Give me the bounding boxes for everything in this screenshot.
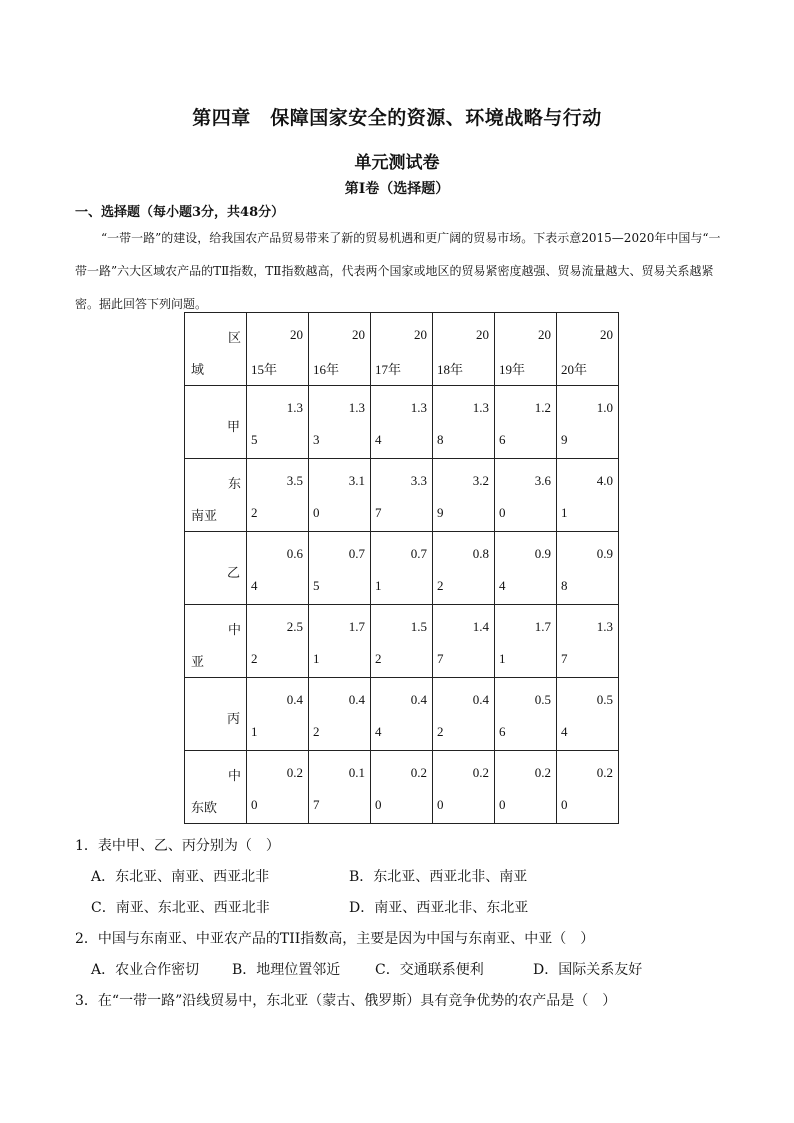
question-1-stem: 1．表中甲、乙、丙分别为（ ）: [75, 838, 280, 854]
cell-text-bottom: 1: [375, 578, 382, 593]
cell-text-bottom: 0: [313, 505, 320, 520]
region-cell: [185, 459, 247, 532]
question-3-stem: 3．在“一带一路”沿线贸易中，东北亚（蒙古、俄罗斯）具有竞争优势的农产品是（ ）: [75, 993, 617, 1009]
value-cell: [247, 532, 309, 605]
cell-text-bottom: 16年: [313, 362, 340, 377]
value-cell: [433, 532, 495, 605]
header-cell-region: [185, 313, 247, 386]
cell-text-bottom: 9: [561, 432, 568, 447]
cell-text-bottom: 19年: [499, 362, 526, 377]
cell-text-bottom: 18年: [437, 362, 464, 377]
cell-text-top: 0.5: [534, 692, 551, 707]
cell-text-bottom: 2: [251, 505, 258, 520]
region-label: 乙: [226, 565, 240, 580]
region-label-top: 中: [227, 768, 241, 783]
cell-text-bottom: 4: [499, 578, 506, 593]
cell-text-bottom: 4: [375, 432, 382, 447]
value-cell: [495, 678, 557, 751]
part-heading: 第Ⅰ卷（选择题）: [344, 181, 450, 197]
cell-text-bottom: 7: [437, 651, 444, 666]
value-cell: [557, 532, 619, 605]
cell-text-top: 20: [414, 327, 427, 342]
cell-text-bottom: 4: [561, 724, 568, 739]
question-2-option-d[interactable]: D．国际关系友好: [533, 962, 643, 978]
cell-text-top: 3.1: [348, 473, 365, 488]
value-cell: [433, 678, 495, 751]
cell-text-bottom: 域: [191, 362, 205, 377]
cell-text-bottom: 2: [437, 578, 444, 593]
cell-text-top: 3.6: [534, 473, 551, 488]
region-label-bottom: 南亚: [191, 508, 218, 523]
value-cell: [495, 459, 557, 532]
header-cell-year: [371, 313, 433, 386]
question-1-option-c[interactable]: C．南亚、东北亚、西亚北非: [91, 900, 270, 916]
page-title: 第四章 保障国家安全的资源、环境战略与行动: [192, 107, 602, 129]
cell-text-bottom: 8: [437, 432, 444, 447]
cell-text-top: 1.3: [348, 400, 365, 415]
cell-text-top: 20: [352, 327, 365, 342]
cell-text-top: 2.5: [286, 619, 303, 634]
value-cell: [433, 751, 495, 824]
cell-text-top: 1.3: [286, 400, 303, 415]
cell-text-top: 20: [476, 327, 489, 342]
header-cell-year: [557, 313, 619, 386]
value-cell: [433, 459, 495, 532]
cell-text-bottom: 7: [313, 797, 320, 812]
header-cell-year: [495, 313, 557, 386]
value-cell: [433, 605, 495, 678]
cell-text-top: 1.3: [472, 400, 489, 415]
cell-text-top: 0.6: [286, 546, 303, 561]
value-cell: [557, 459, 619, 532]
value-cell: [557, 751, 619, 824]
question-1-option-a[interactable]: A．东北亚、南亚、西亚北非: [91, 869, 270, 885]
question-2-option-c[interactable]: C．交通联系便利: [375, 962, 484, 978]
value-cell: [495, 386, 557, 459]
cell-text-top: 0.4: [410, 692, 427, 707]
cell-text-top: 1.3: [596, 619, 613, 634]
cell-text-bottom: 4: [251, 578, 258, 593]
cell-text-top: 0.4: [348, 692, 365, 707]
cell-text-top: 1.5: [410, 619, 427, 634]
cell-text-bottom: 0: [437, 797, 444, 812]
cell-text-bottom: 15年: [251, 362, 278, 377]
cell-text-bottom: 2: [375, 651, 382, 666]
cell-text-bottom: 7: [561, 651, 568, 666]
cell-text-top: 0.2: [410, 765, 427, 780]
cell-text-top: 1.4: [472, 619, 489, 634]
cell-text-top: 0.2: [596, 765, 613, 780]
value-cell: [495, 532, 557, 605]
value-cell: [309, 459, 371, 532]
cell-text-bottom: 1: [561, 505, 568, 520]
cell-text-top: 1.7: [534, 619, 551, 634]
cell-text-top: 20: [538, 327, 551, 342]
cell-text-top: 0.5: [596, 692, 613, 707]
value-cell: [247, 605, 309, 678]
value-cell: [495, 751, 557, 824]
tii-index-table: [184, 312, 619, 824]
cell-text-bottom: 0: [499, 797, 506, 812]
region-cell: [185, 532, 247, 605]
table-row: [185, 605, 619, 678]
region-label-bottom: 东欧: [191, 800, 218, 815]
cell-text-top: 3.3: [410, 473, 427, 488]
cell-text-bottom: 2: [437, 724, 444, 739]
cell-text-top: 3.2: [472, 473, 489, 488]
table-row: [185, 678, 619, 751]
cell-text-top: 0.7: [410, 546, 427, 561]
table-row: [185, 386, 619, 459]
table-row: [185, 532, 619, 605]
value-cell: [557, 386, 619, 459]
cell-text-bottom: 7: [375, 505, 382, 520]
region-label: 丙: [226, 711, 240, 726]
cell-text-top: 0.7: [348, 546, 365, 561]
cell-text-top: 0.2: [472, 765, 489, 780]
cell-text-top: 1.7: [348, 619, 365, 634]
cell-text-bottom: 6: [499, 432, 506, 447]
cell-text-top: 3.5: [286, 473, 303, 488]
region-label: 甲: [226, 419, 240, 434]
cell-text-bottom: 9: [437, 505, 444, 520]
cell-text-bottom: 2: [251, 651, 258, 666]
intro-paragraph: “一带一路”的建设，给我国农产品贸易带来了新的贸易机遇和更广阔的贸易市场。下表示意2015—2020年中国与“一带一路”六大区域农产品的TⅡ指数，TⅡ指数越高，代表两个国家或地区的贸易紧密度越强、贸易流量越大、贸易关系越紧密。据此回答下列问题。: [75, 231, 721, 311]
value-cell: [371, 605, 433, 678]
cell-text-bottom: 4: [375, 724, 382, 739]
cell-text-bottom: 2: [313, 724, 320, 739]
value-cell: [247, 459, 309, 532]
cell-text-top: 0.4: [472, 692, 489, 707]
page-subtitle: 单元测试卷: [354, 153, 440, 173]
question-2-option-a[interactable]: A．农业合作密切: [91, 962, 200, 978]
question-2-option-b[interactable]: B．地理位置邻近: [232, 962, 341, 978]
cell-text-top: 0.4: [286, 692, 303, 707]
value-cell: [309, 532, 371, 605]
value-cell: [247, 678, 309, 751]
region-label-bottom: 亚: [191, 654, 205, 669]
region-cell: [185, 678, 247, 751]
cell-text-bottom: 1: [313, 651, 320, 666]
cell-text-bottom: 8: [561, 578, 568, 593]
cell-text-bottom: 5: [251, 432, 258, 447]
value-cell: [495, 605, 557, 678]
cell-text-top: 1.3: [410, 400, 427, 415]
value-cell: [371, 532, 433, 605]
value-cell: [371, 678, 433, 751]
value-cell: [309, 386, 371, 459]
question-1-option-d[interactable]: D．南亚、西亚北非、东北亚: [349, 900, 529, 916]
region-label-top: 东: [227, 476, 241, 491]
cell-text-bottom: 1: [251, 724, 258, 739]
table-row: [185, 751, 619, 824]
cell-text-top: 1.2: [534, 400, 551, 415]
cell-text-bottom: 0: [499, 505, 506, 520]
cell-text-top: 20: [600, 327, 613, 342]
value-cell: [557, 678, 619, 751]
cell-text-top: 0.9: [596, 546, 613, 561]
region-label-top: 中: [227, 622, 241, 637]
cell-text-top: 1.0: [596, 400, 613, 415]
header-cell-year: [247, 313, 309, 386]
cell-text-top: 0.1: [348, 765, 365, 780]
cell-text-bottom: 0: [561, 797, 568, 812]
value-cell: [309, 678, 371, 751]
value-cell: [371, 751, 433, 824]
value-cell: [371, 459, 433, 532]
cell-text-top: 4.0: [596, 473, 613, 488]
cell-text-top: 0.2: [286, 765, 303, 780]
header-cell-year: [309, 313, 371, 386]
cell-text-bottom: 1: [499, 651, 506, 666]
value-cell: [247, 386, 309, 459]
cell-text-top: 20: [290, 327, 303, 342]
cell-text-bottom: 20年: [561, 362, 588, 377]
question-1-option-b[interactable]: B．东北亚、西亚北非、南亚: [349, 869, 528, 885]
value-cell: [309, 751, 371, 824]
cell-text-bottom: 17年: [375, 362, 402, 377]
value-cell: [309, 605, 371, 678]
cell-text-top: 区: [227, 330, 241, 345]
cell-text-bottom: 5: [313, 578, 320, 593]
cell-text-bottom: 0: [375, 797, 382, 812]
cell-text-top: 0.2: [534, 765, 551, 780]
table-row: [185, 459, 619, 532]
header-cell-year: [433, 313, 495, 386]
section-heading: 一、选择题（每小题3分，共48分）: [75, 205, 285, 220]
value-cell: [557, 605, 619, 678]
cell-text-top: 0.8: [472, 546, 489, 561]
value-cell: [247, 751, 309, 824]
region-cell: [185, 605, 247, 678]
cell-text-bottom: 6: [499, 724, 506, 739]
region-cell: [185, 386, 247, 459]
cell-text-bottom: 0: [251, 797, 258, 812]
value-cell: [433, 386, 495, 459]
value-cell: [371, 386, 433, 459]
cell-text-bottom: 3: [313, 432, 320, 447]
cell-text-top: 0.9: [534, 546, 551, 561]
table-header-row: [185, 313, 619, 386]
question-2-stem: 2．中国与东南亚、中亚农产品的TII指数高，主要是因为中国与东南亚、中亚（ ）: [75, 931, 595, 947]
region-cell: [185, 751, 247, 824]
